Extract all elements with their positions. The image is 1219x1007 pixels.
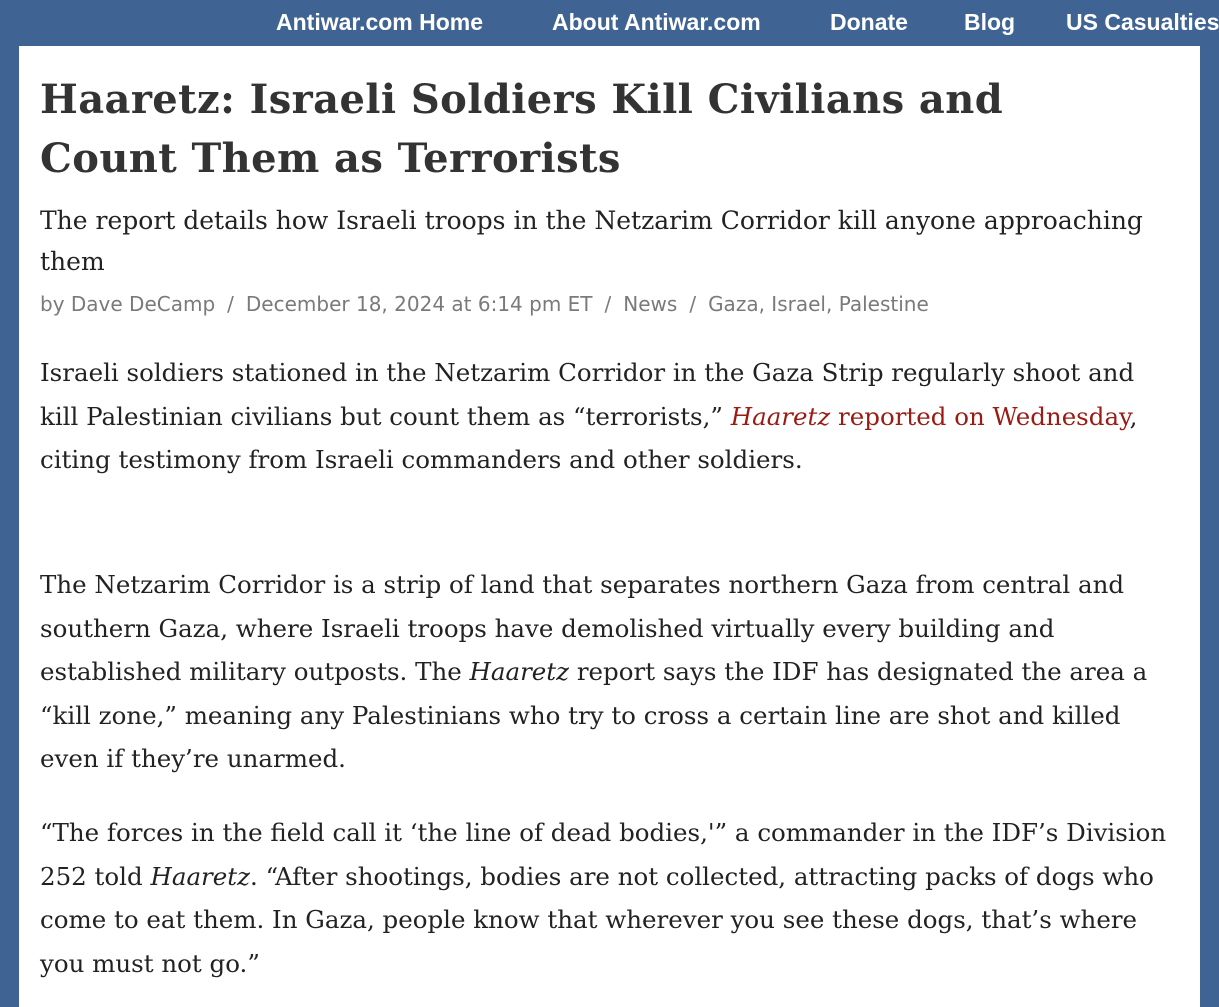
paragraph-text: “The forces in the field call it ‘the line of dead bodies,'” a commander in the IDF’s Division 252 told: [40, 818, 1167, 891]
tag-link-israel[interactable]: Israel: [771, 292, 826, 316]
paragraph-text: , citing testimony from Israeli commanders and other soldiers.: [40, 401, 1138, 474]
paragraph-text: The Netzarim Corridor is a strip of land that separates northern Gaza from central and southern Gaza, where Israeli troops have demolished virtually every building and established military outposts. The: [40, 570, 1125, 686]
category-link-news[interactable]: News: [623, 292, 678, 316]
tag-link-gaza[interactable]: Gaza: [708, 292, 759, 316]
article-paragraph-3: [40, 811, 1180, 985]
publish-date: December 18, 2024 at 6:14 pm ET: [245, 292, 593, 316]
haaretz-link-text: reported on Wednesday: [830, 401, 1130, 431]
nav-about-link[interactable]: About Antiwar.com: [552, 9, 761, 35]
paragraph-text: Israeli soldiers stationed in the Netzarim Corridor in the Gaza Strip regularly shoot and kill Palestinian civilians but count them as “terrorists,”: [40, 358, 1135, 431]
article-title: [40, 70, 1190, 188]
byline-separator: /: [227, 292, 234, 316]
nav-donate-link[interactable]: Donate: [830, 9, 908, 35]
article-paragraph-2: [40, 563, 1180, 781]
article-subtitle: The report details how Israeli troops in the Netzarim Corridor kill anyone approaching them: [40, 206, 1143, 276]
nav-us-casualties-link[interactable]: US Casualties: [1066, 9, 1219, 35]
paragraph-text: report says the IDF has designated the area a “kill zone,” meaning any Palestinians who try to cross a certain line are shot and killed even if they’re unarmed.: [40, 657, 1148, 773]
top-navigation: [0, 0, 1219, 46]
article-content: [19, 46, 1200, 1007]
article-title-line-2: Count Them as Terrorists: [40, 135, 621, 182]
byline-separator: /: [689, 292, 697, 316]
haaretz-italic: Haaretz: [150, 861, 251, 891]
nav-blog-link[interactable]: Blog: [964, 9, 1016, 35]
haaretz-italic: Haaretz: [469, 657, 570, 686]
paragraph-text: . “After shootings, bodies are not collected, attracting packs of dogs who come to eat them. In Gaza, people know that wherever you see these dogs, that’s where you must not go.”: [40, 861, 1154, 978]
nav-antiwar-home-link[interactable]: Antiwar.com Home: [276, 9, 484, 35]
article-paragraph-1: [40, 351, 1180, 482]
byline-separator: /: [604, 292, 612, 316]
article-byline: by Dave DeCamp / December 18, 2024 at 6:14 pm ET / News / Gaza, Israel, Palestine: [40, 292, 929, 316]
haaretz-link-italic: Haaretz: [730, 401, 831, 431]
article-title-line-1: Haaretz: Israeli Soldiers Kill Civilians and: [40, 76, 1004, 123]
tag-link-palestine[interactable]: Palestine: [838, 292, 929, 316]
author-link[interactable]: by Dave DeCamp: [40, 292, 216, 316]
haaretz-report-link[interactable]: [731, 402, 1130, 431]
